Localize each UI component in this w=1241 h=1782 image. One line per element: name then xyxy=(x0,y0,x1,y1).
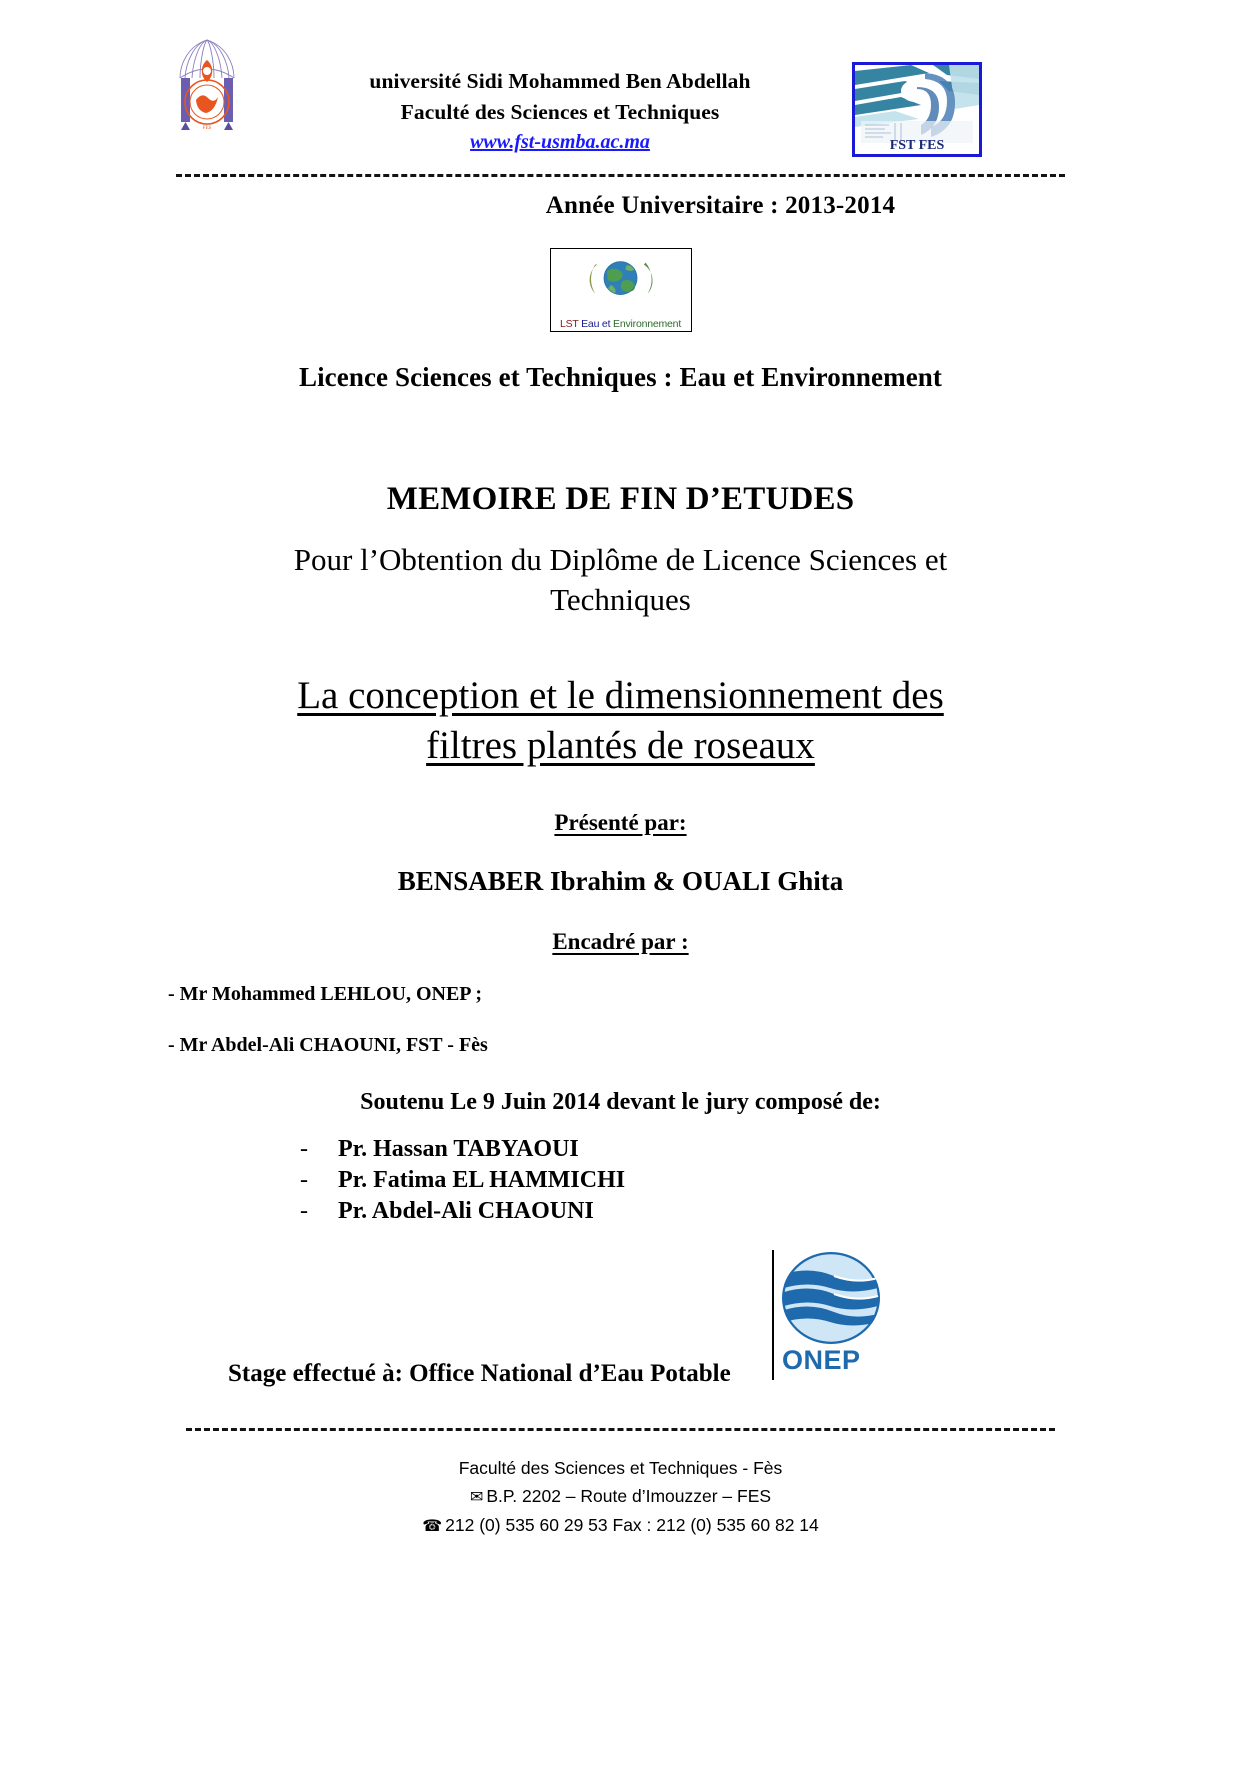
list-item xyxy=(300,1165,820,1196)
onep-logo-icon xyxy=(772,1250,890,1380)
supervisor-item: - Mr Abdel-Ali CHAOUNI, FST - Fès xyxy=(168,1033,488,1056)
thesis-title-line1: La conception et le dimensionnement des xyxy=(297,673,944,717)
internship-text: Stage effectué à: Office National d’Eau Potable xyxy=(228,1359,731,1387)
footer-phone: 212 (0) 535 60 29 53 Fax : 212 (0) 535 60 82 14 xyxy=(445,1515,819,1536)
lst-caption-part1: LST xyxy=(559,318,579,330)
page-header xyxy=(0,28,1241,168)
faculty-website-link[interactable]: www.fst-usmba.ac.ma xyxy=(470,131,650,154)
document-page xyxy=(0,28,1241,1782)
lst-eau-environnement-logo-icon xyxy=(550,248,692,332)
supervised-by-label xyxy=(0,929,1241,955)
presented-by-label xyxy=(0,810,1241,836)
jury-member-name: Pr. Hassan TABYAOUI xyxy=(338,1135,579,1162)
supervised-by-label-text: Encadré par : xyxy=(552,928,689,954)
footer-divider xyxy=(186,1428,1055,1434)
header-divider xyxy=(176,174,1065,180)
university-name: université Sidi Mohammed Ben Abdellah xyxy=(369,69,751,93)
authors-names: BENSABER Ibrahim & OUALI Ghita xyxy=(397,865,844,896)
degree-purpose-text: Pour l’Obtention du Diplôme de Licence Sciences et Techniques xyxy=(293,542,948,618)
lst-caption-part3: Environnement xyxy=(613,318,682,330)
internship-section xyxy=(0,1288,1241,1428)
lst-caption-part2: Eau et xyxy=(581,318,611,330)
lst-logo-caption xyxy=(551,318,691,330)
thesis-title xyxy=(221,671,1021,772)
program-logo-wrapper xyxy=(0,248,1241,332)
academic-year: Année Universitaire : 2013-2014 xyxy=(545,192,896,219)
usmba-university-seal-icon xyxy=(168,30,246,138)
svg-text:FST FES: FST FES xyxy=(889,138,945,153)
list-item xyxy=(300,1196,820,1227)
header-institution-block xyxy=(280,66,840,156)
envelope-icon: ✉ xyxy=(469,1487,484,1507)
defense-statement: Soutenu Le 9 Juin 2014 devant le jury composé de: xyxy=(360,1088,881,1115)
thesis-title-line2: filtres plantés de roseaux xyxy=(426,724,815,768)
telephone-icon: ☎ xyxy=(422,1516,443,1536)
fst-fes-logo-icon xyxy=(852,62,982,157)
document-type-title: MEMOIRE DE FIN D’ETUDES xyxy=(386,481,855,517)
footer-faculty: Faculté des Sciences et Techniques - Fès xyxy=(458,1457,783,1478)
footer-phone-row xyxy=(0,1511,1241,1540)
presented-by-label-text: Présenté par: xyxy=(554,809,687,835)
page-footer xyxy=(0,1454,1241,1541)
svg-text:FES: FES xyxy=(202,126,212,131)
footer-address-row xyxy=(0,1482,1241,1511)
jury-bullet-dash: - xyxy=(300,1167,308,1194)
faculty-name: Faculté des Sciences et Techniques xyxy=(400,99,720,124)
jury-member-name: Pr. Fatima EL HAMMICHI xyxy=(338,1167,626,1194)
program-title: Licence Sciences et Techniques : Eau et Environnement xyxy=(298,362,943,392)
jury-bullet-dash: - xyxy=(300,1198,308,1225)
footer-address: B.P. 2202 – Route d’Imouzzer – FES xyxy=(486,1486,772,1507)
jury-list xyxy=(300,1134,820,1228)
onep-oval-mark xyxy=(782,1252,880,1344)
jury-bullet-dash: - xyxy=(300,1135,308,1162)
onep-label: ONEP xyxy=(782,1344,861,1375)
jury-member-name: Pr. Abdel-Ali CHAOUNI xyxy=(338,1198,594,1225)
supervisor-item: - Mr Mohammed LEHLOU, ONEP ; xyxy=(168,982,483,1005)
list-item xyxy=(300,1134,820,1165)
